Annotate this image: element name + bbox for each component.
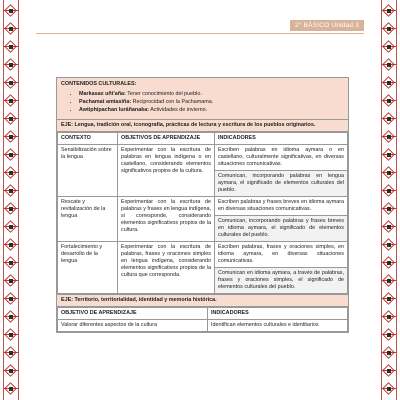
eje-heading-1: EJE: Lengua, tradición oral, iconografía, prácticas de lectura y escritura de los pueblos originarios. xyxy=(57,120,348,132)
table-row xyxy=(58,145,348,197)
content-box xyxy=(56,77,349,333)
border-motif xyxy=(382,346,396,360)
contexto-cell: Rescate y revitalización de la lengua xyxy=(58,197,118,242)
contexto-cell: Sensibilización sobre la lengua xyxy=(58,145,118,197)
indicador-item: Comunican, incorporando palabras y frases breves en idioma aymara, el significado de elementos culturales del pueblo. xyxy=(215,215,347,241)
objetivo-cell: Experimentar con la escritura de palabras en lengua indígena o en castellano, considerando elementos significativos propios de la cultura. xyxy=(118,145,215,197)
eje-heading-2: EJE: Territorio, territorialidad, identidad y memoria histórica. xyxy=(57,294,348,307)
indicadores-cell xyxy=(215,197,348,242)
border-motif xyxy=(382,256,396,270)
cultural-contents-list xyxy=(61,91,344,114)
border-motif xyxy=(4,256,18,270)
border-motif xyxy=(382,220,396,234)
border-motif xyxy=(4,130,18,144)
border-motif xyxy=(4,166,18,180)
border-motif xyxy=(382,58,396,72)
border-motif xyxy=(4,220,18,234)
decorative-border-right xyxy=(378,0,400,400)
border-motif xyxy=(382,4,396,18)
border-motif xyxy=(4,346,18,360)
border-motif xyxy=(4,328,18,342)
border-motif xyxy=(4,184,18,198)
grade-unit-badge: 2° BÁSICO Unidad 3 xyxy=(290,20,364,31)
border-motif xyxy=(4,58,18,72)
border-motif xyxy=(382,112,396,126)
cultural-item-term: Pachamat amtasiña: xyxy=(79,99,132,105)
learning-table xyxy=(57,132,348,294)
border-motif xyxy=(382,382,396,396)
cultural-contents-section xyxy=(57,78,348,120)
header-contexto: CONTEXTO xyxy=(58,133,118,145)
table-row xyxy=(58,320,348,332)
table-row xyxy=(58,197,348,242)
document-page xyxy=(36,0,364,400)
indicador-item: Escriben palabras en idioma aymara o en castellano, culturalmente significativas, en diversas situaciones comunicativas. xyxy=(218,147,344,167)
header-objetivo: OBJETIVO DE APRENDIZAJE xyxy=(58,308,208,320)
border-motif xyxy=(382,292,396,306)
indicador-item: Escriben palabras, frases y oraciones simples, en idioma aymara, en diversas situaciones comunicativas. xyxy=(218,244,344,264)
border-motif xyxy=(4,364,18,378)
table-header-row xyxy=(58,133,348,145)
table-header-row xyxy=(58,308,348,320)
border-motif xyxy=(382,76,396,90)
cultural-item xyxy=(79,99,344,106)
contexto-cell: Fortalecimiento y desarrollo de la lengua xyxy=(58,242,118,294)
cultural-contents-title: CONTENIDOS CULTURALES: xyxy=(61,81,137,87)
border-motif xyxy=(382,328,396,342)
indicadores-cell xyxy=(215,242,348,294)
indicador-item: Comunican, incorporando palabras en lengua aymara, el significado de elementos culturales del pueblo. xyxy=(215,170,347,196)
objetivo-cell: Experimentar con la escritura de palabras y frases en lengua indígena, si corresponde, considerando elementos significativos propios de la cultura. xyxy=(118,197,215,242)
border-motif xyxy=(382,202,396,216)
border-motif xyxy=(4,292,18,306)
header-indicadores: INDICADORES xyxy=(208,308,348,320)
border-motif xyxy=(382,22,396,36)
indicador-item: Escriben palabras y frases breves en idioma aymara en diversas situaciones comunicativas. xyxy=(218,199,344,212)
border-motif xyxy=(4,382,18,396)
header-objetivos: OBJETIVOS DE APRENDIZAJE xyxy=(118,133,215,145)
border-motif xyxy=(4,22,18,36)
objetivo-cell: Experimentar con la escritura de palabras, frases y oraciones simples en lengua indígena, considerando elementos significativos propios de la cultura que corresponda. xyxy=(118,242,215,294)
border-motif xyxy=(4,4,18,18)
border-motif xyxy=(382,166,396,180)
border-motif xyxy=(4,148,18,162)
decorative-border-left xyxy=(0,0,22,400)
border-motif xyxy=(4,76,18,90)
objetivo-cell: Valorar diferentes aspectos de la cultura xyxy=(58,320,208,332)
indicador-cell: Identifican elementos culturales e identitarios xyxy=(208,320,348,332)
border-motif xyxy=(382,40,396,54)
header-divider xyxy=(36,33,364,34)
cultural-item-desc: Reciprocidad con la Pachamama. xyxy=(131,99,214,105)
border-motif xyxy=(4,40,18,54)
border-motif xyxy=(382,238,396,252)
border-motif xyxy=(382,274,396,288)
border-motif xyxy=(4,310,18,324)
cultural-item-desc: Actividades de invierno. xyxy=(149,107,208,113)
border-motif xyxy=(382,130,396,144)
cultural-item xyxy=(79,91,344,98)
territory-table xyxy=(57,307,348,332)
indicadores-cell xyxy=(215,145,348,197)
cultural-item-desc: Tener conocimiento del pueblo. xyxy=(125,91,202,97)
border-motif xyxy=(382,310,396,324)
border-motif xyxy=(4,274,18,288)
header-indicadores: INDICADORES xyxy=(215,133,348,145)
table-row xyxy=(58,242,348,294)
cultural-item-term: Markasax uñt'aña: xyxy=(79,91,126,97)
border-motif xyxy=(4,238,18,252)
border-motif xyxy=(382,364,396,378)
border-motif xyxy=(4,202,18,216)
border-motif xyxy=(4,112,18,126)
border-motif xyxy=(382,148,396,162)
cultural-item xyxy=(79,107,344,114)
indicador-item: Comunican en idioma aymara, a través de palabras, frases y oraciones simples, el significado de elementos culturales del pueblo. xyxy=(215,267,347,293)
border-motif xyxy=(382,184,396,198)
border-motif xyxy=(382,94,396,108)
cultural-item-term: Awtiphipachan luräñanaka: xyxy=(79,107,149,113)
border-motif xyxy=(4,94,18,108)
